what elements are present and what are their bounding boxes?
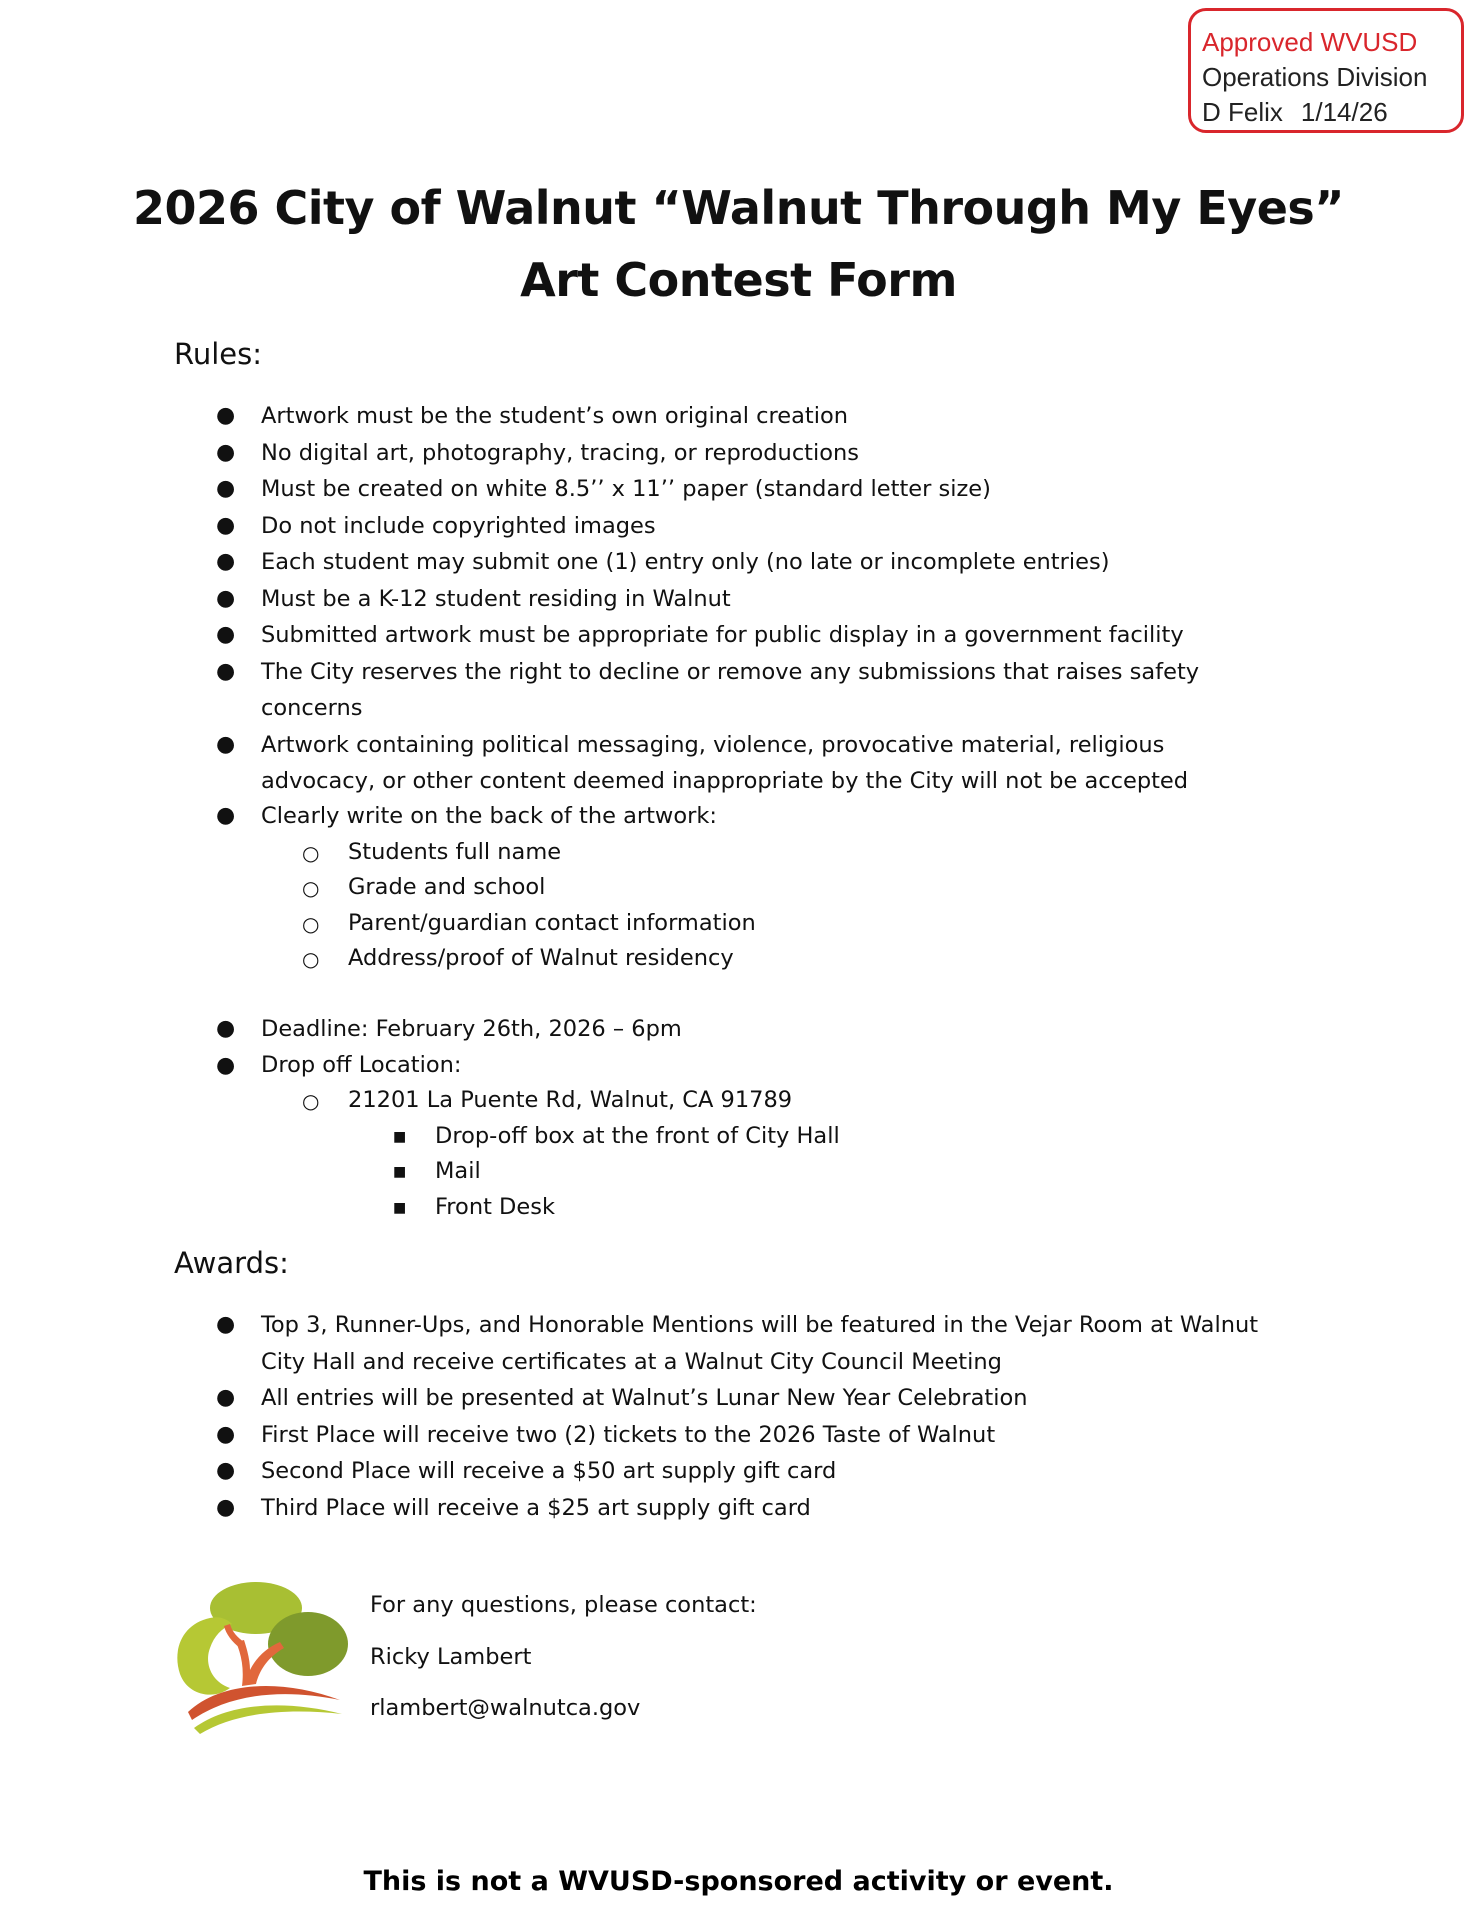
rule-item: ● Must be a K-12 student residing in Walnut	[174, 581, 1284, 618]
contact-prompt: For any questions, please contact:	[370, 1592, 757, 1618]
bullet-icon: ●	[216, 1421, 236, 1447]
award-item: ● Top 3, Runner-Ups, and Honorable Mentions will be featured in the Vejar Room at Walnut City Hall and receive certificates at a Walnut City Council Meeting	[174, 1307, 1284, 1380]
dropoff-method: ■ Mail	[174, 1154, 1284, 1190]
contact-block	[370, 1580, 757, 1735]
circle-bullet-icon: ○	[302, 947, 320, 971]
stamp-signer: D Felix	[1202, 97, 1283, 127]
back-subitem: ○ Parent/guardian contact information	[174, 906, 1284, 942]
bullet-icon: ●	[216, 476, 236, 501]
approval-stamp	[1188, 8, 1464, 133]
rule-item: ● The City reserves the right to decline or remove any submissions that raises safety concerns	[174, 654, 1284, 727]
address-item: ○ 21201 La Puente Rd, Walnut, CA 91789	[174, 1083, 1284, 1119]
dropoff-item: ● Drop off Location:	[174, 1048, 1284, 1084]
rules-list	[174, 398, 1284, 800]
bullet-icon: ●	[216, 803, 236, 828]
bullet-icon: ●	[216, 549, 236, 574]
logo-leaf-left	[177, 1617, 232, 1694]
back-subitem: ○ Grade and school	[174, 870, 1284, 906]
rule-item: ● Must be created on white 8.5’’ x 11’’ paper (standard letter size)	[174, 471, 1284, 508]
rule-item: ● Each student may submit one (1) entry only (no late or incomplete entries)	[174, 544, 1284, 581]
contact-email[interactable]: rlambert@walnutca.gov	[370, 1695, 641, 1721]
bullet-icon: ●	[216, 658, 236, 684]
bullet-icon: ●	[216, 1494, 236, 1520]
rule-item: ● Do not include copyrighted images	[174, 508, 1284, 545]
award-item: ● First Place will receive two (2) tickets to the 2026 Taste of Walnut	[174, 1417, 1284, 1454]
disclaimer-footer: This is not a WVUSD-sponsored activity or event.	[363, 1866, 1114, 1897]
rule-item: ● Submitted artwork must be appropriate for public display in a government facility	[174, 617, 1284, 654]
back-subitem: ○ Students full name	[174, 835, 1284, 871]
awards-list	[174, 1307, 1284, 1526]
square-bullet-icon: ■	[393, 1199, 407, 1216]
stamp-date: 1/14/26	[1300, 97, 1388, 127]
rule-item: ● Artwork containing political messaging, violence, provocative material, religious advocacy, or other content deemed inappropriate by the City will not be accepted	[174, 727, 1284, 800]
bullet-icon: ●	[216, 1016, 236, 1041]
title-line-1: 2026 City of Walnut “Walnut Through My Eyes”	[132, 181, 1345, 235]
back-subitem: ○ Address/proof of Walnut residency	[174, 941, 1284, 977]
award-item: ● Second Place will receive a $50 art supply gift card	[174, 1453, 1284, 1490]
square-bullet-icon: ■	[393, 1164, 407, 1180]
award-item: ● All entries will be presented at Walnut’s Lunar New Year Celebration	[174, 1380, 1284, 1417]
bullet-icon: ●	[216, 731, 236, 757]
dropoff-method: ■ Drop-off box at the front of City Hall	[174, 1119, 1284, 1155]
city-of-walnut-logo	[170, 1578, 348, 1734]
bullet-icon: ●	[216, 585, 236, 611]
back-label-item: ● Clearly write on the back of the artwork:	[174, 798, 1284, 835]
bullet-icon: ●	[216, 403, 236, 428]
bullet-icon: ●	[216, 1385, 236, 1410]
rules-heading: Rules:	[174, 337, 263, 371]
stamp-signature-line	[1202, 95, 1461, 130]
bullet-icon: ●	[216, 622, 236, 647]
bullet-icon: ●	[216, 1312, 236, 1337]
square-bullet-icon: ■	[393, 1128, 407, 1145]
award-item: ● Third Place will receive a $25 art supply gift card	[174, 1490, 1284, 1527]
circle-bullet-icon: ○	[302, 911, 320, 936]
title-line-2: Art Contest Form	[520, 253, 957, 307]
deadline-item: ● Deadline: February 26th, 2026 – 6pm	[174, 1011, 1284, 1048]
rule-item: ● Artwork must be the student’s own original creation	[174, 398, 1284, 435]
dropoff-method: ■ Front Desk	[174, 1190, 1284, 1226]
bullet-icon: ●	[216, 512, 236, 538]
awards-heading: Awards:	[174, 1246, 289, 1280]
page-title	[0, 172, 1477, 316]
bullet-icon: ●	[216, 1052, 236, 1078]
stamp-approved: Approved WVUSD	[1202, 27, 1418, 57]
deadline-list	[174, 1011, 1284, 1225]
rule-item: ● No digital art, photography, tracing, or reproductions	[174, 435, 1284, 472]
contact-name: Ricky Lambert	[370, 1643, 532, 1670]
stamp-division: Operations Division	[1202, 62, 1428, 92]
circle-bullet-icon: ○	[302, 1089, 320, 1113]
circle-bullet-icon: ○	[302, 840, 320, 865]
logo-ground-green	[194, 1705, 342, 1734]
back-of-artwork-list	[174, 798, 1284, 977]
circle-bullet-icon: ○	[302, 876, 320, 900]
bullet-icon: ●	[216, 1458, 236, 1483]
bullet-icon: ●	[216, 439, 236, 465]
